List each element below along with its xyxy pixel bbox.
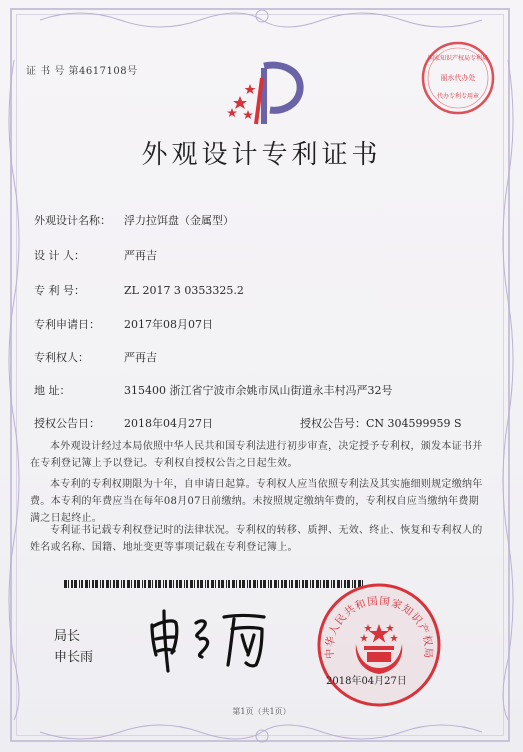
barcode-bar	[81, 580, 83, 588]
barcode-bar	[299, 580, 300, 588]
barcode-bar	[226, 580, 227, 588]
field-label: 授权公告号：	[300, 417, 366, 430]
barcode-bar	[260, 580, 262, 588]
field-value: ZL 2017 3 0353325.2	[124, 284, 244, 297]
barcode-bar	[102, 580, 104, 588]
barcode-bar	[158, 580, 161, 588]
barcode-bar	[113, 580, 115, 588]
barcode-bar	[236, 580, 237, 588]
barcode-bar	[207, 580, 209, 588]
barcode-bar	[268, 580, 269, 588]
barcode-bar	[284, 580, 287, 588]
barcode-bar	[123, 580, 125, 588]
field-value: 2017年08月07日	[124, 318, 213, 331]
field-label: 设 计 人：	[34, 249, 85, 262]
agency-stamp-line-1: 国家知识产权局专利局	[427, 55, 489, 62]
barcode-bar	[310, 580, 311, 588]
certificate-title: 外观设计专利证书	[141, 140, 382, 170]
barcode-bar	[239, 580, 241, 588]
field-label: 专利权人：	[34, 351, 89, 364]
barcode-bar	[110, 580, 111, 588]
barcode-bar	[270, 580, 272, 588]
official-seal	[316, 582, 442, 708]
barcode-bar	[249, 580, 251, 588]
barcode-bar	[179, 580, 182, 588]
barcode-bar	[106, 580, 109, 588]
barcode-bar	[242, 580, 245, 588]
barcode-bar	[148, 580, 151, 588]
barcode-bar	[155, 580, 157, 588]
barcode-bar	[71, 580, 73, 588]
field-label: 专利申请日：	[34, 318, 100, 331]
barcode-bar	[142, 580, 143, 588]
barcode-bar	[152, 580, 153, 588]
barcode-bar	[274, 580, 277, 588]
barcode-bar	[165, 580, 167, 588]
barcode-bar	[257, 580, 258, 588]
barcode-bar	[228, 580, 230, 588]
issue-date: 2018年04月27日	[326, 676, 407, 687]
field-designer	[34, 247, 157, 263]
field-label: 专 利 号：	[34, 284, 85, 297]
barcode-bar	[197, 580, 199, 588]
paragraph-1: 本外观设计经过本局依照中华人民共和国专利法进行初步审查，决定授予专利权，颁发本证书并在专利登记簿上予以登记。专利权自授权公告之日起生效。	[30, 441, 483, 469]
barcode-bar	[134, 580, 136, 588]
field-label: 授权公告日：	[34, 417, 100, 430]
barcode-bar	[200, 580, 203, 588]
barcode-bar	[205, 580, 206, 588]
barcode-bar	[74, 580, 77, 588]
barcode-bar	[302, 580, 304, 588]
barcode-bar	[121, 580, 122, 588]
barcode-bar	[305, 580, 308, 588]
director-signature	[146, 605, 270, 675]
field-value: CN 304599959 S	[366, 417, 462, 430]
barcode-bar	[253, 580, 256, 588]
field-grant-number	[300, 415, 462, 431]
field-label: 地 址：	[34, 384, 71, 397]
barcode-bar	[176, 580, 178, 588]
field-value: 浮力拉饵盘（金属型）	[124, 214, 234, 227]
paragraph-3: 专利证书记载专利权登记时的法律状况。专利权的转移、质押、无效、终止、恢复和专利权人的姓名或名称、国籍、地址变更等事项记载在专利登记簿上。	[30, 525, 483, 553]
barcode-bar	[291, 580, 293, 588]
field-patentee	[34, 349, 157, 365]
barcode-bar	[289, 580, 290, 588]
barcode-bar	[89, 580, 90, 588]
seal-text: 中华人民共和国国家知识产权局	[323, 595, 435, 660]
agency-stamp-line-2: 丽水代办处	[440, 74, 476, 82]
barcode-bar	[263, 580, 266, 588]
paragraph-2: 本专利的专利权期限为十年，自申请日起算。专利权人应当依照专利法及其实施细则规定缴纳年费。本专利的年费应当在每年08月07日前缴纳。未按照规定缴纳年费的，专利权自应当缴纳年费期满之日起终止。	[30, 479, 483, 524]
barcode-bar	[312, 580, 314, 588]
barcode-bar	[92, 580, 94, 588]
page-footer: 第1页（共1页）	[232, 707, 291, 716]
field-grant-date	[34, 415, 213, 431]
field-value: 315400 浙江省宁波市余姚市凤山街道永丰村冯严32号	[124, 384, 393, 397]
barcode-bar	[68, 580, 69, 588]
barcode-bar	[144, 580, 146, 588]
barcode-bar	[85, 580, 88, 588]
barcode-bar	[127, 580, 130, 588]
barcode-bar	[116, 580, 119, 588]
barcode-bar	[215, 580, 216, 588]
barcode-bar	[184, 580, 185, 588]
field-value: 严再吉	[124, 351, 157, 364]
director-name: 申长雨	[54, 650, 94, 665]
barcode-bar	[173, 580, 174, 588]
certificate-number: 证 书 号 第4617108号	[26, 66, 138, 77]
barcode-bar	[194, 580, 195, 588]
field-filing-date	[34, 316, 213, 332]
barcode-bar	[131, 580, 132, 588]
barcode-bar	[232, 580, 235, 588]
agency-stamp	[420, 40, 496, 116]
field-address	[34, 382, 392, 398]
barcode-bar	[186, 580, 188, 588]
field-patent-number	[34, 282, 244, 298]
cnipa-logo-icon	[226, 58, 310, 126]
field-design-name	[34, 212, 234, 228]
director-title: 局长	[54, 629, 81, 644]
barcode-bar	[169, 580, 172, 588]
barcode-bar	[64, 580, 67, 588]
barcode-bar	[281, 580, 283, 588]
barcode-bar	[211, 580, 214, 588]
field-value: 2018年04月27日	[124, 417, 213, 430]
agency-stamp-line-0: 代办专利专用章	[436, 93, 480, 100]
barcode-bar	[137, 580, 140, 588]
field-value: 严再吉	[124, 249, 157, 262]
field-label: 外观设计名称：	[34, 214, 111, 227]
barcode-bar	[221, 580, 224, 588]
barcode-bar	[218, 580, 220, 588]
barcode-bar	[278, 580, 279, 588]
barcode-bar	[295, 580, 298, 588]
barcode-bar	[247, 580, 248, 588]
barcode-bar	[95, 580, 98, 588]
barcode-bar	[163, 580, 164, 588]
barcode-bar	[100, 580, 101, 588]
barcode-bar	[190, 580, 193, 588]
barcode-bar	[79, 580, 80, 588]
